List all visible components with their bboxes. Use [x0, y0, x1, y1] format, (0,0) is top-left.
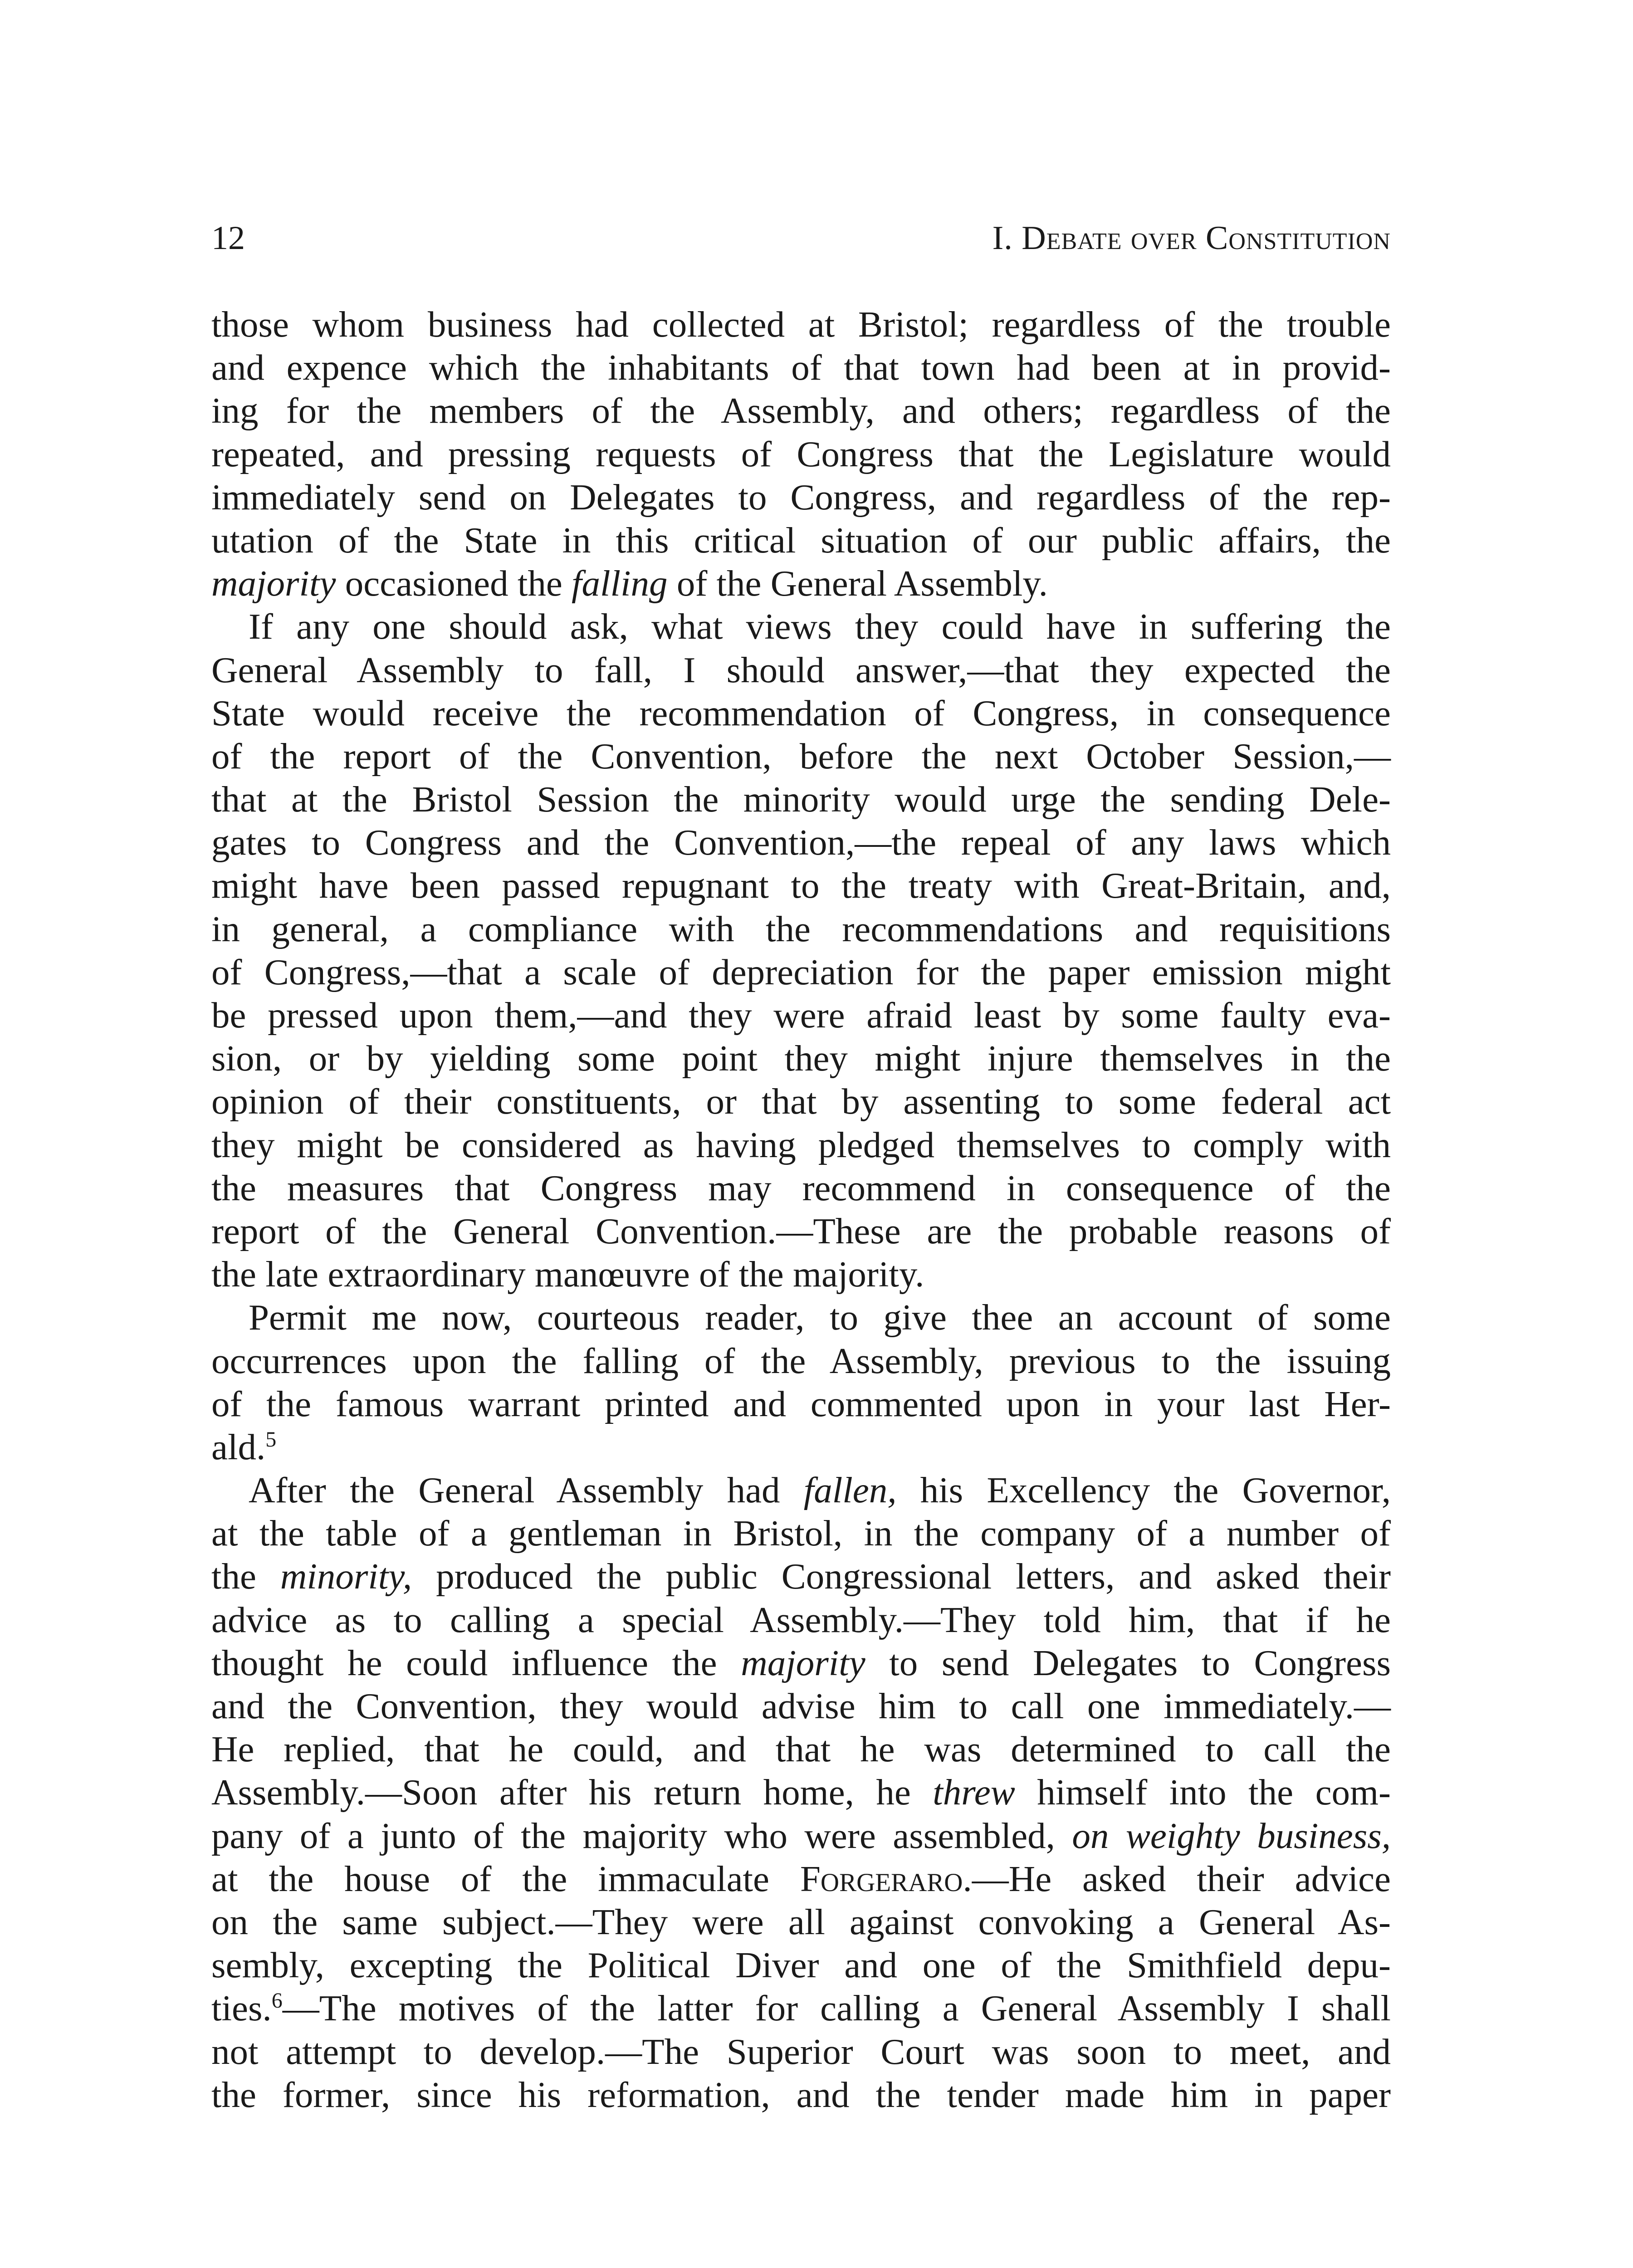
text-segment: —The motives of the latter for calling a General Assembly I shall	[282, 1988, 1391, 2029]
text-segment: Permit me now, courteous reader, to give thee an account of some	[249, 1297, 1391, 1338]
text-segment: ald.	[211, 1426, 266, 1467]
text-segment: If any one should ask, what views they could have in suffering the	[249, 606, 1391, 647]
text-line	[211, 1296, 1391, 1339]
text-segment: He replied, that he could, and that he was determined to call the	[211, 1729, 1391, 1770]
text-line	[211, 1901, 1391, 1944]
text-line	[211, 562, 1391, 605]
italic-text: on weighty business,	[1072, 1815, 1391, 1856]
text-line	[211, 735, 1391, 778]
text-line	[211, 1771, 1391, 1814]
italic-text: majority	[741, 1642, 865, 1683]
text-segment: State would receive the recommendation of Congress, in consequence	[211, 692, 1391, 733]
text-segment: .—He asked their advice	[963, 1858, 1391, 1899]
italic-text: majority	[211, 563, 336, 604]
text-segment: might have been passed repugnant to the treaty with Great-Britain, and,	[211, 865, 1391, 906]
text-segment: ties.	[211, 1988, 272, 2029]
text-line	[211, 2030, 1391, 2073]
italic-text: minority,	[280, 1556, 412, 1597]
text-line	[211, 864, 1391, 907]
text-line	[211, 1642, 1391, 1685]
text-segment: Assembly.—Soon after his return home, he	[211, 1772, 933, 1813]
text-segment: not attempt to develop.—The Superior Court was soon to meet, and	[211, 2031, 1391, 2072]
text-line	[211, 1857, 1391, 1901]
text-line	[211, 1124, 1391, 1167]
text-segment: his Excellency the Governor,	[896, 1470, 1391, 1511]
text-segment: at the table of a gentleman in Bristol, in the company of a number of	[211, 1513, 1391, 1554]
text-segment: occurrences upon the falling of the Assembly, previous to the issuing	[211, 1340, 1391, 1381]
footnote-marker: 6	[271, 1989, 283, 2013]
text-segment: and expence which the inhabitants of that town had been at in provid-	[211, 347, 1391, 388]
footnote-marker: 5	[265, 1427, 277, 1452]
text-line	[211, 519, 1391, 562]
text-segment: After the General Assembly had	[249, 1470, 804, 1511]
italic-text: falling	[572, 563, 668, 604]
text-segment: be pressed upon them,—and they were afraid least by some faulty eva-	[211, 995, 1391, 1036]
text-segment: that at the Bristol Session the minority would urge the sending Dele-	[211, 779, 1391, 820]
body-text	[211, 303, 1391, 2116]
text-line	[211, 476, 1391, 519]
text-line	[211, 1598, 1391, 1642]
text-segment: the former, since his reformation, and the tender made him in paper	[211, 2074, 1391, 2115]
text-segment: of the report of the Convention, before the next October Session,—	[211, 735, 1391, 777]
text-line	[211, 951, 1391, 994]
text-segment: at the house of the immaculate	[211, 1858, 800, 1899]
text-segment: sion, or by yielding some point they might injure themselves in the	[211, 1038, 1391, 1079]
text-line	[211, 605, 1391, 648]
text-segment: produced the public Congressional letters, and asked their	[412, 1556, 1391, 1597]
text-line	[211, 1814, 1391, 1857]
page-number: 12	[211, 220, 245, 257]
text-segment: those whom business had collected at Bristol; regardless of the trouble	[211, 304, 1391, 345]
text-segment: immediately send on Delegates to Congress, and regardless of the rep-	[211, 476, 1391, 518]
text-segment: on the same subject.—They were all against convoking a General As-	[211, 1901, 1391, 1942]
text-line	[211, 821, 1391, 864]
text-line	[211, 1383, 1391, 1426]
text-line	[211, 1339, 1391, 1383]
text-segment: the	[211, 1556, 280, 1597]
text-line	[211, 1728, 1391, 1771]
text-line	[211, 1080, 1391, 1123]
text-segment: report of the General Convention.—These are the probable reasons of	[211, 1210, 1391, 1251]
text-line	[211, 1167, 1391, 1210]
text-line	[211, 1512, 1391, 1555]
text-segment: of the famous warrant printed and commented upon in your last Her-	[211, 1383, 1391, 1424]
text-segment: thought he could influence the	[211, 1642, 741, 1683]
text-segment: gates to Congress and the Convention,—the repeal of any laws which	[211, 822, 1391, 863]
text-line	[211, 1426, 1391, 1469]
text-line	[211, 1037, 1391, 1080]
text-line	[211, 433, 1391, 476]
text-segment: the late extraordinary manœuvre of the majority.	[211, 1254, 924, 1295]
text-line	[211, 2073, 1391, 2116]
text-line	[211, 1469, 1391, 1512]
text-line	[211, 303, 1391, 346]
text-line	[211, 1685, 1391, 1728]
text-segment: General Assembly to fall, I should answer,—that they expected the	[211, 649, 1391, 690]
running-head	[211, 213, 1391, 263]
text-segment: utation of the State in this critical situation of our public affairs, the	[211, 519, 1391, 561]
text-line	[211, 778, 1391, 821]
text-segment: opinion of their constituents, or that by assenting to some federal act	[211, 1081, 1391, 1122]
text-segment: occasioned the	[336, 563, 572, 604]
text-segment: they might be considered as having pledged themselves to comply with	[211, 1124, 1391, 1165]
text-line	[211, 649, 1391, 692]
text-segment: and the Convention, they would advise him to call one immediately.—	[211, 1686, 1391, 1726]
text-line	[211, 346, 1391, 389]
text-line	[211, 692, 1391, 735]
text-line	[211, 1253, 1391, 1296]
text-line	[211, 908, 1391, 951]
text-segment: of Congress,—that a scale of depreciation for the paper emission might	[211, 951, 1391, 992]
text-segment: ing for the members of the Assembly, and others; regardless of the	[211, 390, 1391, 431]
text-segment: repeated, and pressing requests of Congress that the Legislature would	[211, 433, 1391, 474]
text-line	[211, 1944, 1391, 1987]
text-line	[211, 994, 1391, 1037]
text-segment: the measures that Congress may recommend in consequence of the	[211, 1167, 1391, 1208]
running-head-title: I. Debate over Constitution	[992, 220, 1391, 257]
italic-text: fallen,	[803, 1470, 897, 1511]
text-segment: himself into the com-	[1015, 1772, 1391, 1813]
text-segment: advice as to calling a special Assembly.—They told him, that if he	[211, 1599, 1391, 1640]
text-line	[211, 389, 1391, 432]
text-segment: in general, a compliance with the recommendations and requisitions	[211, 908, 1391, 949]
italic-text: threw	[933, 1772, 1015, 1813]
text-segment: pany of a junto of the majority who were assembled,	[211, 1815, 1072, 1856]
small-caps-text: Forgeraro	[800, 1858, 963, 1899]
text-line	[211, 1210, 1391, 1253]
text-segment: of the General Assembly.	[667, 563, 1048, 604]
text-segment: sembly, excepting the Political Diver and one of the Smithfield depu-	[211, 1945, 1391, 1986]
text-segment: to send Delegates to Congress	[865, 1642, 1391, 1683]
text-line	[211, 1987, 1391, 2030]
text-line	[211, 1555, 1391, 1598]
